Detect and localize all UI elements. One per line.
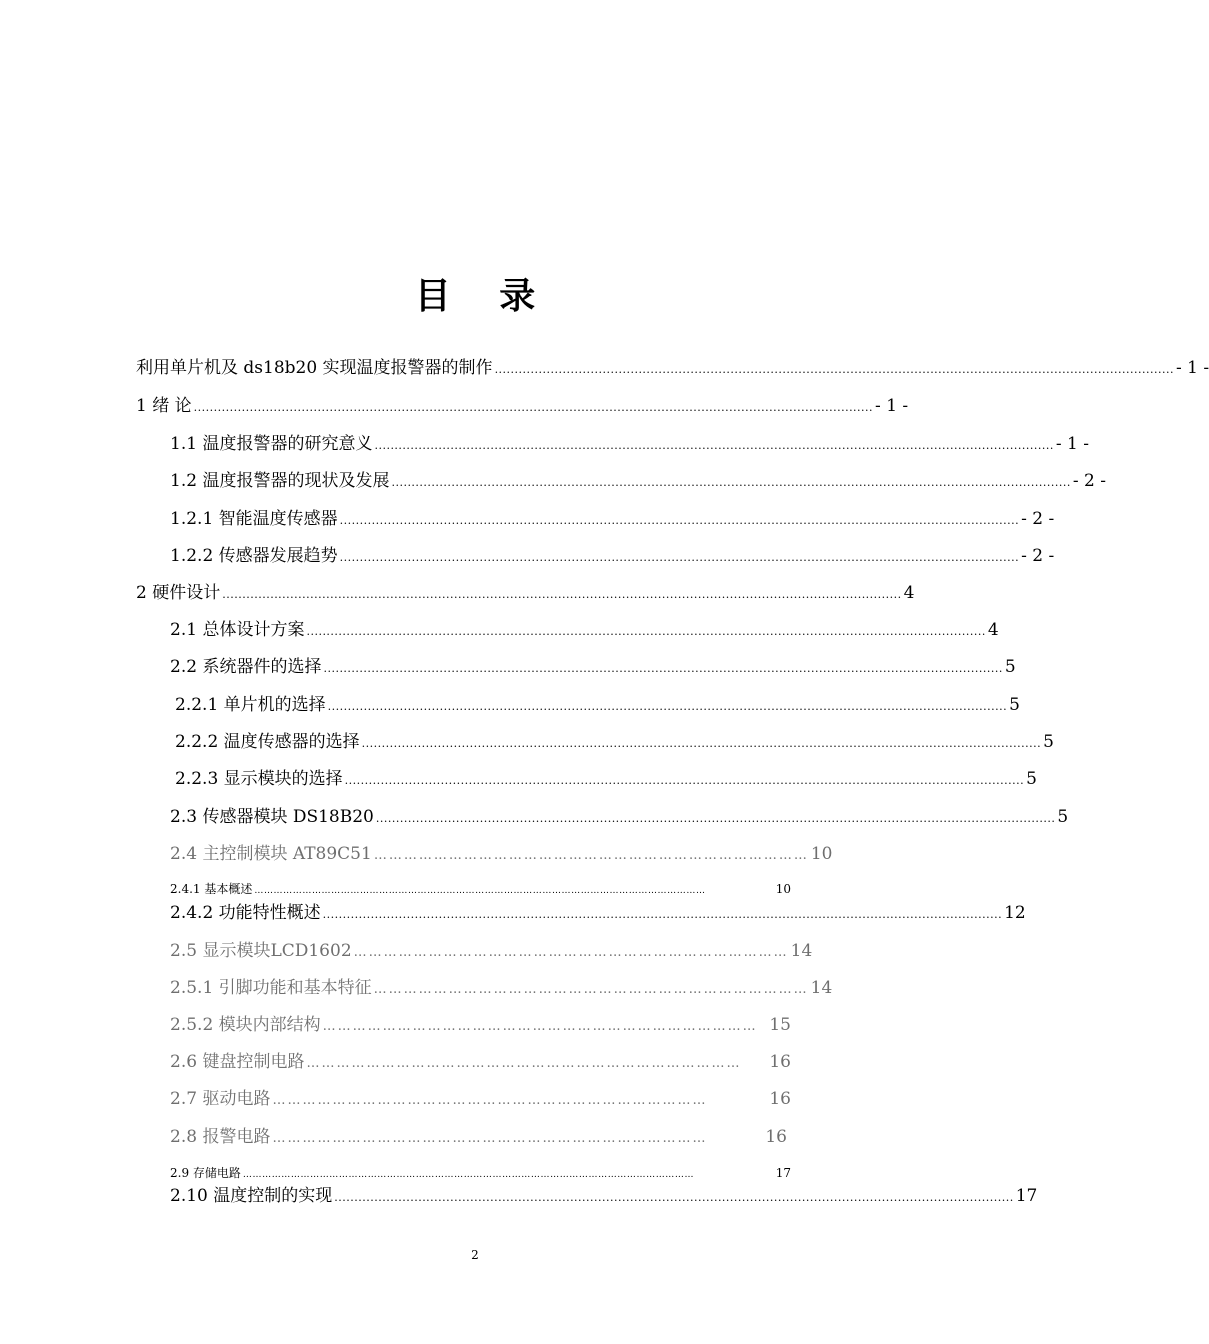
toc-entry-page: 14 — [790, 941, 813, 961]
toc-entry-page: - 1 - — [875, 396, 909, 416]
toc-leader-dots: …………………………………………………………………………………………………………………………… — [254, 886, 706, 896]
toc-leader-dots: .......................................................................................................................................................................... — [361, 737, 1042, 750]
toc-entry-label: 2.2 系统器件的选择 — [170, 657, 322, 677]
toc-entry[interactable] — [170, 1165, 791, 1181]
toc-entry[interactable] — [170, 1014, 791, 1036]
toc-entry[interactable] — [170, 843, 833, 865]
toc-entry-page: 16 — [769, 1089, 791, 1109]
toc-entry[interactable] — [170, 508, 1055, 530]
toc-entry[interactable] — [175, 768, 1037, 790]
toc-leader-dots: .......................................................................................................................................................................... — [339, 551, 1020, 564]
toc-entry[interactable] — [170, 1051, 791, 1073]
toc-entry-page: 14 — [810, 978, 833, 998]
toc-leader-dots: …………………………………………………………………………… — [373, 982, 809, 997]
toc-entry-label: 2.2.1 单片机的选择 — [175, 695, 326, 715]
toc-entry-label: 2.2.2 温度传感器的选择 — [175, 732, 360, 752]
toc-entry-page: 4 — [987, 620, 999, 640]
toc-leader-dots: …………………………………………………………………………… — [272, 1093, 708, 1108]
toc-entry-label: 2.5.1 引脚功能和基本特征 — [170, 978, 372, 998]
toc-leader-dots: .......................................................................................................................................................................... — [494, 363, 1174, 376]
toc-entry[interactable] — [170, 656, 1016, 678]
toc-entry[interactable] — [136, 582, 915, 604]
toc-entry-label: 1.2.2 传感器发展趋势 — [170, 546, 338, 566]
toc-entry-page: 5 — [1043, 732, 1054, 752]
toc-title: 目 录 — [414, 276, 554, 317]
toc-leader-dots: .......................................................................................................................................................................... — [193, 401, 874, 414]
toc-entry-label: 2.5 显示模块LCD1602 — [170, 941, 352, 961]
toc-entry-label: 1.1 温度报警器的研究意义 — [170, 434, 373, 454]
toc-entry-label: 2.4.2 功能特性概述 — [170, 903, 321, 923]
toc-entry[interactable] — [175, 731, 1054, 753]
toc-leader-dots: .......................................................................................................................................................................... — [323, 662, 1003, 675]
toc-entry-label: 利用单片机及 ds18b20 实现温度报警器的制作 — [136, 358, 493, 378]
toc-entry[interactable] — [170, 1185, 1038, 1207]
toc-leader-dots: …………………………………………………………………………………………………………………………… — [242, 1170, 695, 1180]
toc-entry-page: 16 — [765, 1127, 787, 1147]
toc-entry-page: 17 — [775, 1166, 791, 1180]
toc-leader-dots: .......................................................................................................................................................................... — [222, 588, 902, 601]
toc-leader-dots: …………………………………………………………………………… — [373, 848, 809, 863]
toc-entry[interactable] — [170, 619, 999, 641]
toc-entry-page: - 1 - — [1175, 358, 1209, 378]
toc-entry-label: 2.4.1 基本概述 — [170, 882, 253, 896]
toc-entry[interactable] — [170, 902, 1026, 924]
toc-entry-label: 2.1 总体设计方案 — [170, 620, 305, 640]
toc-entry-page: 5 — [1009, 695, 1020, 715]
toc-entry[interactable] — [175, 694, 1020, 716]
toc-entry[interactable] — [170, 940, 813, 962]
toc-leader-dots: …………………………………………………………………………… — [306, 1056, 742, 1071]
toc-entry-page: 15 — [769, 1015, 791, 1035]
toc-entry-label: 2.2.3 显示模块的选择 — [175, 769, 343, 789]
toc-entry[interactable] — [170, 433, 1089, 455]
toc-leader-dots: .......................................................................................................................................................................... — [374, 439, 1054, 452]
toc-entry-label: 1.2 温度报警器的现状及发展 — [170, 471, 390, 491]
toc-entry-page: 10 — [775, 882, 791, 896]
toc-leader-dots: …………………………………………………………………………… — [353, 945, 789, 960]
toc-entry-page: 17 — [1015, 1186, 1038, 1206]
toc-entry-page: 12 — [1004, 903, 1026, 923]
toc-entry-label: 2.7 驱动电路 — [170, 1089, 271, 1109]
toc-entry-page: - 2 - — [1072, 471, 1106, 491]
toc-leader-dots: .......................................................................................................................................................................... — [322, 908, 1003, 921]
toc-entry[interactable] — [170, 545, 1055, 567]
toc-entry-label: 2 硬件设计 — [136, 583, 221, 603]
toc-entry-label: 2.5.2 模块内部结构 — [170, 1015, 321, 1035]
toc-entry-page: 10 — [810, 844, 833, 864]
toc-entry-label: 2.10 温度控制的实现 — [170, 1186, 333, 1206]
toc-entry-page: - 1 - — [1055, 434, 1089, 454]
toc-leader-dots: .......................................................................................................................................................................... — [339, 514, 1020, 527]
toc-entry[interactable] — [170, 881, 791, 897]
toc-entry[interactable] — [170, 470, 1106, 492]
toc-entry-label: 1.2.1 智能温度传感器 — [170, 509, 338, 529]
toc-leader-dots: …………………………………………………………………………… — [322, 1019, 758, 1034]
toc-entry-label: 1 绪 论 — [136, 396, 192, 416]
toc-entry-page: 5 — [1057, 807, 1069, 827]
toc-entry-page: 5 — [1004, 657, 1016, 677]
toc-leader-dots: …………………………………………………………………………… — [272, 1131, 708, 1146]
toc-leader-dots: .......................................................................................................................................................................... — [391, 476, 1071, 489]
toc-leader-dots: .......................................................................................................................................................................... — [306, 625, 986, 638]
toc-entry-label: 2.8 报警电路 — [170, 1127, 271, 1147]
page-number: 2 — [471, 1248, 479, 1262]
toc-entry[interactable] — [170, 1126, 787, 1148]
toc-entry[interactable] — [170, 806, 1069, 828]
toc-entry-page: - 2 - — [1021, 509, 1055, 529]
toc-entry[interactable] — [170, 1088, 791, 1110]
toc-entry-page: 5 — [1026, 769, 1037, 789]
toc-entry[interactable] — [136, 357, 1209, 379]
toc-entry-label: 2.9 存储电路 — [170, 1166, 241, 1180]
toc-leader-dots: .......................................................................................................................................................................... — [344, 774, 1025, 787]
toc-entry-page: 4 — [903, 583, 915, 603]
toc-leader-dots: .......................................................................................................................................................................... — [327, 700, 1008, 713]
toc-leader-dots: .......................................................................................................................................................................... — [375, 812, 1056, 825]
toc-entry-page: 16 — [769, 1052, 791, 1072]
toc-entry[interactable] — [170, 977, 833, 999]
toc-entry-label: 2.6 键盘控制电路 — [170, 1052, 305, 1072]
toc-entry-page: - 2 - — [1021, 546, 1055, 566]
toc-leader-dots: .......................................................................................................................................................................... — [334, 1191, 1014, 1204]
toc-entry-label: 2.4 主控制模块 AT89C51 — [170, 844, 372, 864]
toc-entry[interactable] — [136, 395, 909, 417]
toc-entry-label: 2.3 传感器模块 DS18B20 — [170, 807, 374, 827]
